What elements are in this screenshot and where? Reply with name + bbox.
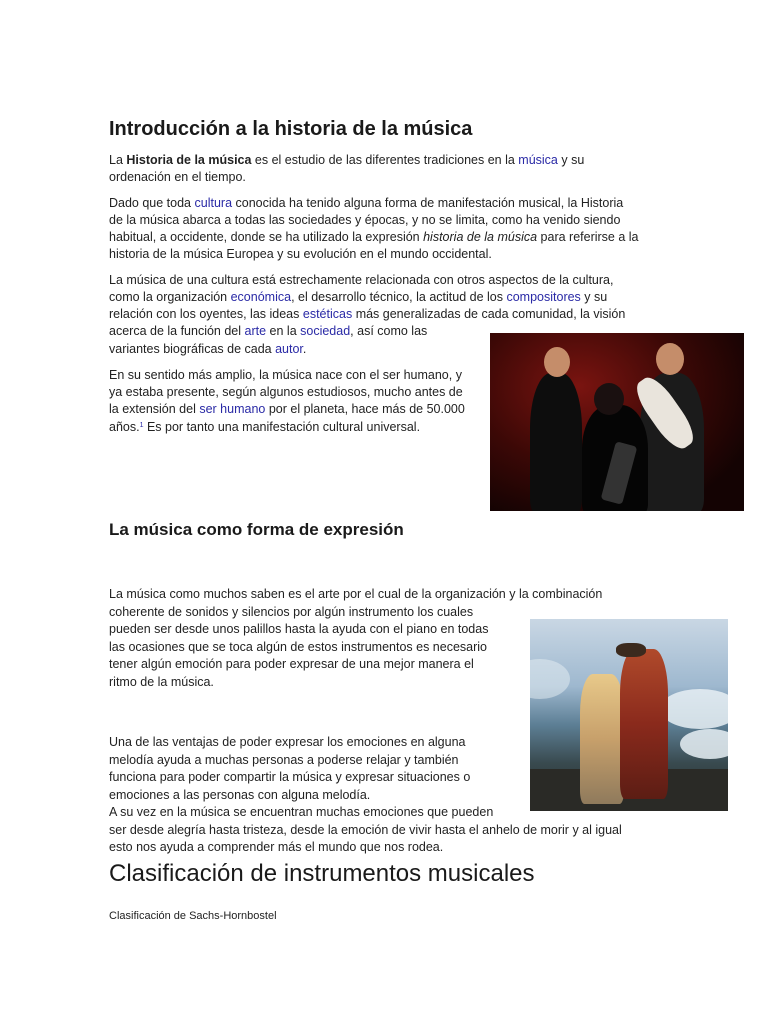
paragraph-line: pueden ser desde unos palillos hasta la ayuda con el piano en todas <box>109 622 489 636</box>
link-cultura[interactable]: cultura <box>194 196 233 210</box>
link-ser-humano[interactable]: ser humano <box>199 402 266 416</box>
text: Es por tanto una manifestación cultural universal. <box>143 420 421 434</box>
wave <box>530 659 570 699</box>
text: Dado que toda <box>109 196 195 210</box>
paragraph-line <box>109 401 465 418</box>
footnote-link[interactable]: 1 <box>139 422 144 429</box>
paragraph-line: A su vez en la música se encuentran muchas emociones que pueden <box>109 805 494 819</box>
text: , el desarrollo técnico, la actitud de los <box>291 290 507 304</box>
paragraph-line: La música de una cultura está estrechamente relacionada con otros aspectos de la cultura, <box>109 273 614 287</box>
paragraph-line: historia de la música Europea y su evolución en el mundo occidental. <box>109 247 492 261</box>
text: . <box>302 342 307 356</box>
text: y su <box>557 153 585 167</box>
paragraph-line: coherente de sonidos y silencios por algún instrumento los cuales <box>109 605 474 619</box>
link-esteticas[interactable]: estéticas <box>302 307 353 321</box>
wave <box>680 729 728 759</box>
page-title: Introducción a la historia de la música <box>109 118 473 140</box>
person-left <box>530 373 582 511</box>
wave <box>660 689 728 729</box>
paragraph-line <box>109 419 420 436</box>
text: relación con los oyentes, las ideas <box>109 307 303 321</box>
painting-image <box>530 619 728 811</box>
paragraph-line: Una de las ventajas de poder expresar los emociones en alguna <box>109 735 466 749</box>
text: es el estudio de las diferentes tradiciones en la <box>251 153 519 167</box>
paragraph-line <box>109 152 584 169</box>
italic-term: historia de la música <box>423 230 538 244</box>
section-heading: Clasificación de instrumentos musicales <box>109 860 535 887</box>
paragraph-line: ordenación en el tiempo. <box>109 170 246 184</box>
paragraph-line: tener algún emoción para poder expresar de una mejor manera el <box>109 657 474 671</box>
text: años. <box>109 420 140 434</box>
text: y su <box>580 290 608 304</box>
paragraph-line: de la música abarca a todas las sociedades y épocas, y no se limita, como ha venido siendo <box>109 213 621 227</box>
paragraph-line: emociones a las personas con alguna melodía. <box>109 788 371 802</box>
head <box>544 347 570 377</box>
paragraph-line <box>109 195 623 212</box>
head <box>656 343 684 375</box>
paragraph-line: ritmo de la música. <box>109 675 214 689</box>
paragraph-line <box>109 341 306 358</box>
section-heading: La música como forma de expresión <box>109 520 404 539</box>
link-autor[interactable]: autor <box>275 342 303 356</box>
band-photo <box>490 333 744 511</box>
paragraph-line: esto nos ayuda a comprender más el mundo que nos rodea. <box>109 840 444 854</box>
text: acerca de la función del <box>109 324 245 338</box>
text: conocida ha tenido alguna forma de manifestación musical, la Historia <box>232 196 624 210</box>
paragraph-line: las ocasiones que se toca algún de estos instrumentos es necesario <box>109 640 488 654</box>
paragraph-line <box>109 323 427 340</box>
paragraph-line <box>109 289 607 306</box>
link-arte[interactable]: arte <box>244 324 267 338</box>
figure-man <box>620 649 668 799</box>
text: la extensión del <box>109 402 200 416</box>
paragraph-line: funciona para poder compartir la música y expresar situaciones o <box>109 770 471 784</box>
link-sociedad[interactable]: sociedad <box>300 324 351 338</box>
text: para referirse a la <box>537 230 639 244</box>
paragraph-line <box>109 229 639 246</box>
text: , así como las <box>350 324 428 338</box>
head <box>594 383 624 415</box>
figure-woman <box>580 674 624 804</box>
paragraph-line: melodía ayuda a muchas personas a poderse relajar y también <box>109 753 459 767</box>
paragraph-line: En su sentido más amplio, la música nace con el ser humano, y <box>109 368 462 382</box>
paragraph-line: La música como muchos saben es el arte por el cual de la organización y la combinación <box>109 587 603 601</box>
text: por el planeta, hace más de 50.000 <box>265 402 465 416</box>
text: en la <box>266 324 301 338</box>
bold-term: Historia de la música <box>126 153 252 167</box>
link-musica[interactable]: música <box>518 153 558 167</box>
text: como la organización <box>109 290 231 304</box>
text: La <box>109 153 127 167</box>
text: más generalizadas de cada comunidad, la visión <box>352 307 626 321</box>
hair <box>616 643 646 657</box>
paragraph-line: ser desde alegría hasta tristeza, desde la emoción de vivir hasta el anhelo de morir y al igual <box>109 823 622 837</box>
text: habitual, a occidente, donde se ha utilizado la expresión <box>109 230 424 244</box>
paragraph-line: ya estaba presente, según algunos estudiosos, mucho antes de <box>109 385 463 399</box>
text: variantes biográficas de cada <box>109 342 276 356</box>
paragraph-line <box>109 306 625 323</box>
subheading: Clasificación de Sachs-Hornbostel <box>109 910 277 922</box>
link-compositores[interactable]: compositores <box>506 290 581 304</box>
link-economica[interactable]: económica <box>230 290 292 304</box>
